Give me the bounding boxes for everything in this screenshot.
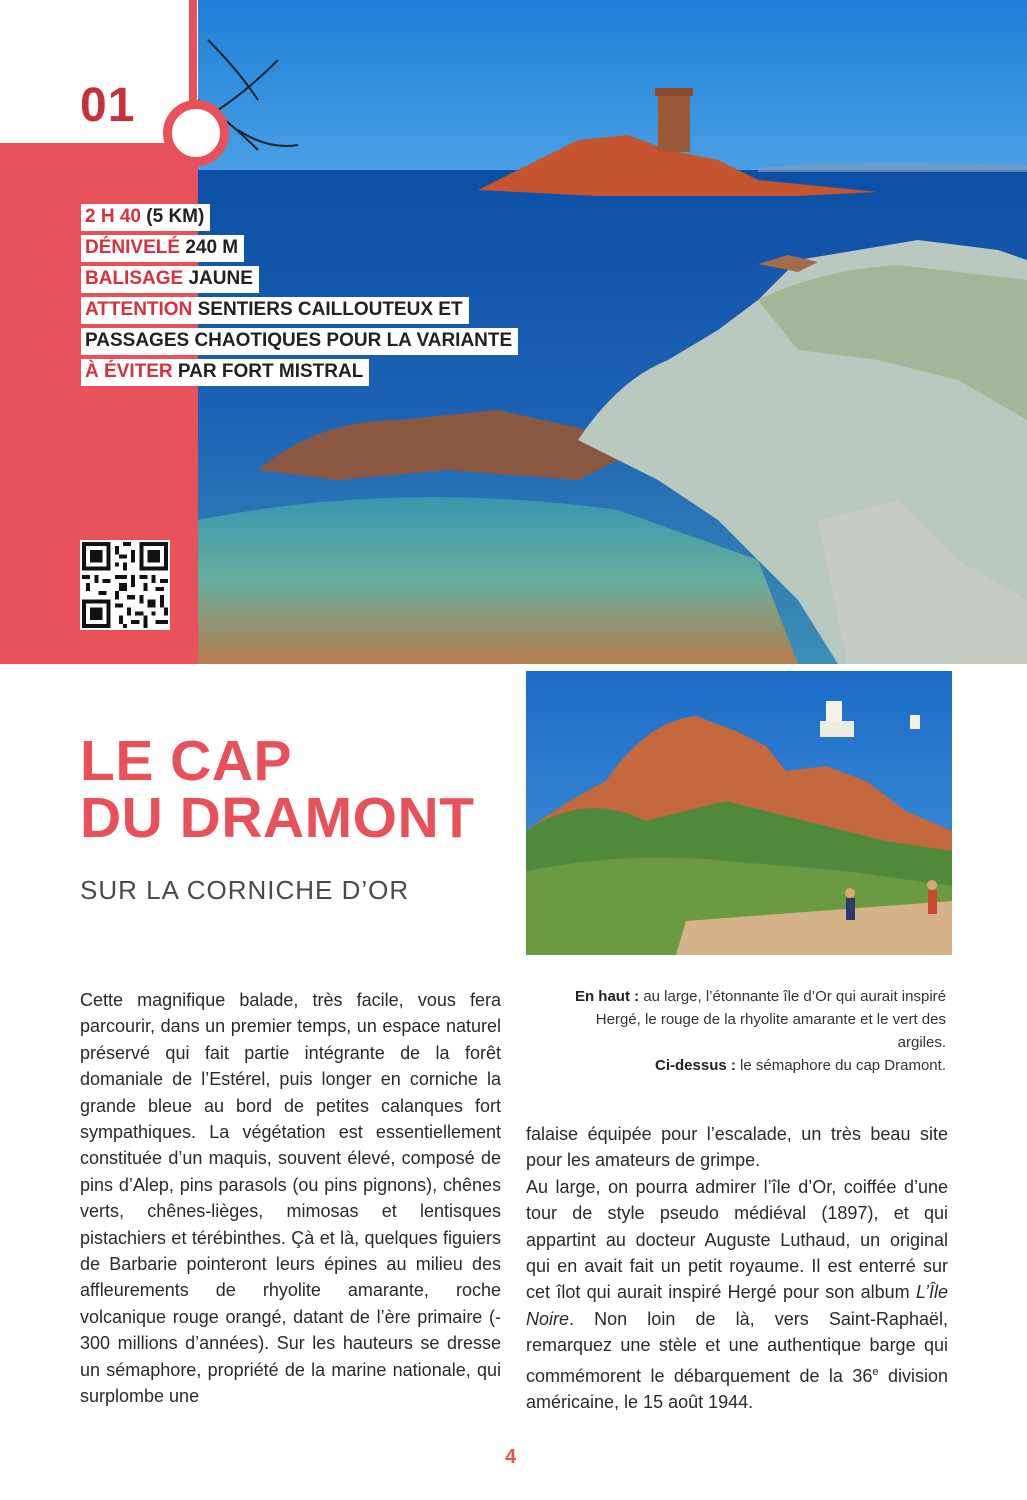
route-number: 01 — [80, 79, 136, 132]
info-line-elevation: DÉNIVELÉ 240 M — [81, 235, 421, 266]
route-marker-circle — [163, 100, 229, 166]
photo-caption — [560, 985, 946, 1077]
body-paragraph-3: Au large, on pourra admirer l’île d’Or, coiffée d’une tour de style pseudo médiéval (1897), et qui appartint au docteur Auguste Luthaud, un original qui en avait fait un petit royaume. Il est enterré sur cet îlot qui aurait inspiré Hergé pour son album L’Île Noire. Non loin de là, vers Saint-Raphaël, remarquez une stèle et une authentique barge qui commémorent le débarquement de la 36e division américaine, le 15 août 1944. — [526, 1176, 949, 1413]
qr-code-icon[interactable] — [80, 540, 170, 630]
caption-top-label: En haut : — [574, 988, 640, 1005]
body-paragraph-1: Cette magnifique balade, très facile, vous fera parcourir, dans un premier temps, un espace naturel préservé qui fait partie intégrante de la forêt domaniale de l’Estérel, puis longer en corniche la grande bleue au bord de petites calanques fort sympathiques. La végétation est essentiellement constituée d’un maquis, souvent élevé, composé de pins d’Alep, pins parasols (ou pins pignons), chênes verts, chênes-lièges, mimosas et lentisques pistachiers et térébinthes. Çà et là, quelques figuiers de Barbarie pointeront leurs épines au milieu des affleurements de rhyolite amarante, roche volcanique rouge orangé, datant de l’ère primaire (- 300 millions d’années). Sur les hauteurs se dresse un sémaphore, propriété de la marine nationale, qui surplombe une — [80, 990, 501, 1407]
info-line-marking: BALISAGE JAUNE — [81, 266, 421, 297]
semaphore-photo — [526, 671, 952, 955]
caption-top — [560, 985, 946, 1054]
caption-top-text: au large, l’étonnante île d’Or qui aurait inspiré Hergé, le rouge de la rhyolite amarante et le vert des argiles. — [595, 988, 946, 1051]
info-line-avoid: À ÉVITER PAR FORT MISTRAL — [81, 359, 421, 390]
info-line-duration: 2 H 40 (5 KM) — [81, 204, 421, 235]
info-line-warning-cont: PASSAGES CHAOTIQUES POUR LA VARIANTE — [81, 328, 421, 359]
album-title: L’Île Noire — [526, 1282, 948, 1329]
qr-code-graphic — [82, 542, 168, 628]
caption-below — [560, 1054, 946, 1077]
caption-below-text: le sémaphore du cap Dramont. — [740, 1057, 946, 1074]
info-line-warning: ATTENTION SENTIERS CAILLOUTEUX ET — [81, 297, 421, 328]
page-title — [80, 729, 520, 850]
semaphore-photo-illustration — [526, 671, 952, 955]
route-info-box — [81, 204, 513, 390]
caption-below-label: Ci-dessus : — [655, 1057, 736, 1074]
page-number: 4 — [505, 1446, 517, 1468]
body-column-right — [526, 1121, 948, 1415]
body-paragraph-2: falaise équipée pour l’escalade, un très beau site pour les amateurs de grimpe. — [526, 1124, 948, 1171]
page-subtitle: SUR LA CORNICHE D’OR — [80, 875, 410, 905]
route-marker-line — [189, 0, 197, 116]
title-line-1: LE CAP — [80, 729, 293, 793]
title-line-2: DU DRAMONT — [80, 786, 475, 850]
body-column-left — [80, 987, 501, 1410]
